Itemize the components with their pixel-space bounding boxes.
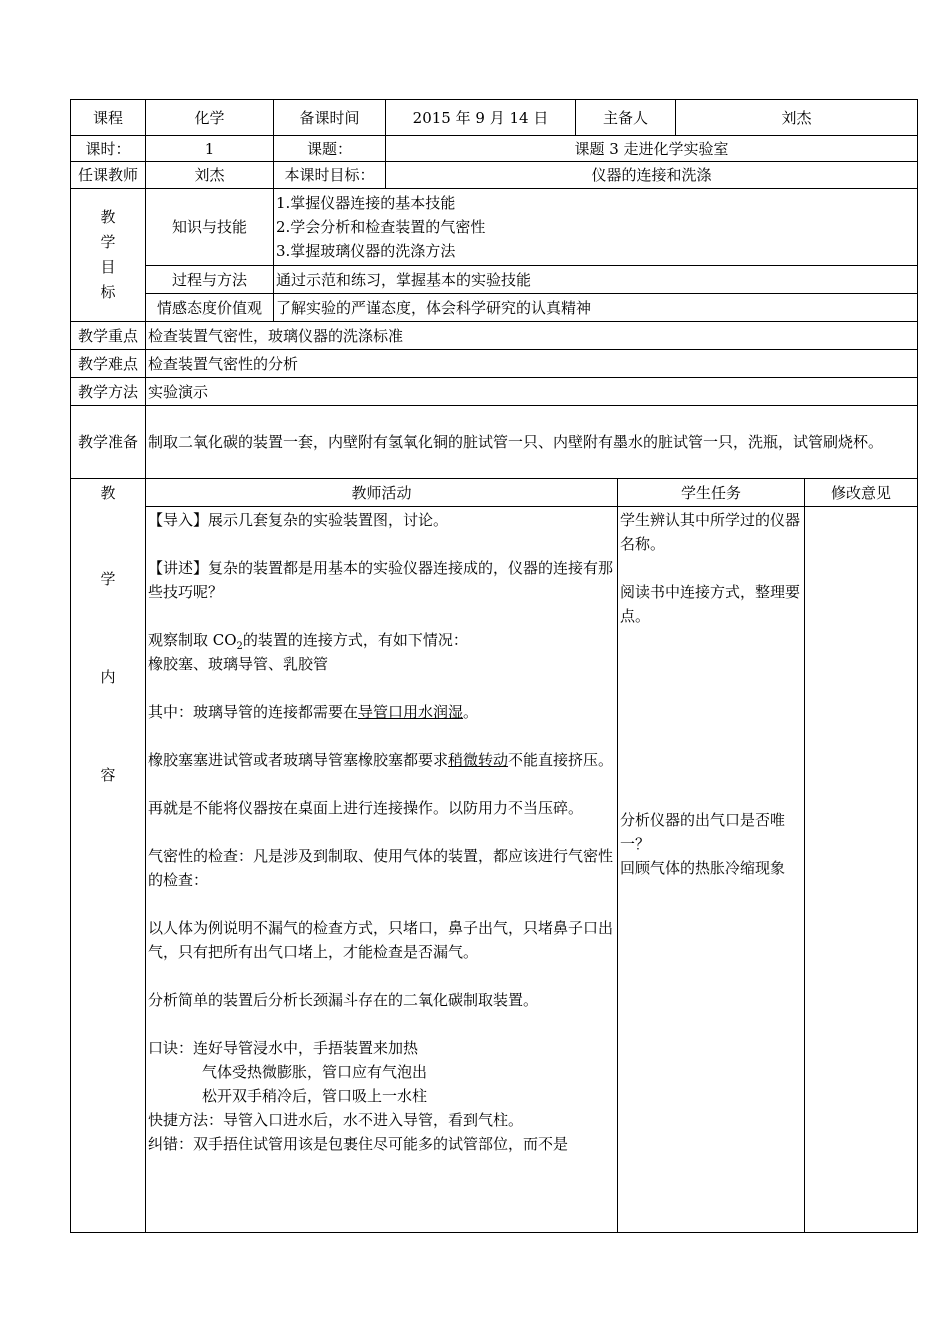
teacher-para: 观察制取 $CO_2$的装置的连接方式，有如下情况： (148, 631, 468, 652)
header-row-period (71, 136, 918, 162)
prep-time-label: 备课时间 (274, 100, 386, 136)
prep-time-value: 2015 年 9 月 14 日 (386, 100, 576, 136)
method-value: 实验演示 (146, 378, 918, 406)
teacher-activity (146, 507, 618, 1233)
preparation-row (71, 406, 918, 479)
difficulty-value: 检查装置气密性的分析 (146, 350, 918, 378)
content-side-char: 内 (100, 668, 116, 686)
teacher-para: 气体受热微膨胀，管口应有气泡出 (202, 1063, 428, 1081)
objectives-char: 标 (100, 283, 116, 301)
teacher-para: 快捷方法：导管入口进水后，水不进入导管，看到气柱。 (148, 1111, 524, 1129)
key-point-row (71, 322, 918, 350)
content-side-char: 学 (100, 570, 116, 588)
teacher-para: 纠错：双手捂住试管用该是包裹住尽可能多的试管部位，而不是 (148, 1135, 569, 1153)
knowledge-item: 3.掌握玻璃仪器的洗涤方法 (276, 242, 456, 260)
header-row-course (71, 100, 918, 136)
teacher-para: 松开双手稍冷后，管口吸上一水柱 (202, 1087, 428, 1105)
preparer-value: 刘杰 (676, 100, 918, 136)
col-student-header: 学生任务 (618, 479, 805, 507)
teacher-para: 气密性的检查：凡是涉及到制取、使用气体的装置，都应该进行气密性的检查： (148, 847, 614, 889)
content-side-label (71, 479, 146, 1233)
teacher-para: 分析简单的装置后分析长颈漏斗存在的二氧化碳制取装置。 (148, 991, 539, 1009)
process-value: 通过示范和练习，掌握基本的实验技能 (274, 266, 918, 294)
teacher-para: 橡胶塞塞进试管或者玻璃导管塞橡胶塞都要求稍微转动不能直接挤压。 (148, 751, 614, 769)
preparation-value: 制取二氧化碳的装置一套，内壁附有氢氧化铜的脏试管一只、内壁附有墨水的脏试管一只，洗瓶，试管刷烧杯。 (146, 406, 918, 479)
topic-label: 课题： (274, 136, 386, 162)
student-task: 分析仪器的出气口是否唯一？ (620, 811, 786, 853)
objectives-label (71, 189, 146, 322)
underlined-term: 导管口用水润湿 (358, 703, 464, 721)
teacher-para: 其中：玻璃导管的连接都需要在导管口用水润湿。 (148, 703, 479, 721)
method-label: 教学方法 (71, 378, 146, 406)
teacher-label: 任课教师 (71, 162, 146, 189)
col-teacher-header: 教师活动 (146, 479, 618, 507)
student-tasks (618, 507, 805, 1233)
period-label: 课时： (71, 136, 146, 162)
col-revise-header: 修改意见 (805, 479, 918, 507)
objectives-char: 目 (100, 258, 116, 276)
objectives-knowledge-row (71, 189, 918, 266)
teacher-para: 以人体为例说明不漏气的检查方式，只堵口，鼻子出气，只堵鼻子口出气，只有把所有出气口堵上，才能检查是否漏气。 (148, 919, 614, 961)
knowledge-label: 知识与技能 (146, 189, 274, 266)
teacher-para: 橡胶塞、玻璃导管、乳胶管 (148, 655, 329, 673)
content-side-char: 容 (100, 766, 116, 784)
course-label: 课程 (71, 100, 146, 136)
teacher-para: 再就是不能将仪器按在桌面上进行连接操作。以防用力不当压碎。 (148, 799, 584, 817)
student-task: 阅读书中连接方式，整理要点。 (620, 583, 801, 625)
period-value: 1 (146, 136, 274, 162)
objectives-char: 学 (100, 233, 116, 251)
revision-notes (805, 507, 918, 1233)
underlined-term: 稍微转动 (448, 751, 509, 769)
key-point-value: 检查装置气密性，玻璃仪器的洗涤标准 (146, 322, 918, 350)
teacher-para: 口诀：连好导管浸水中，手捂装置来加热 (148, 1039, 419, 1057)
attitude-label: 情感态度价值观 (146, 294, 274, 322)
preparer-label: 主备人 (576, 100, 676, 136)
teacher-value: 刘杰 (146, 162, 274, 189)
objectives-char: 教 (100, 208, 116, 226)
content-body-row (71, 507, 918, 1233)
student-task: 学生辨认其中所学过的仪器名称。 (620, 511, 801, 553)
objectives-process-row (71, 266, 918, 294)
knowledge-items (274, 189, 918, 266)
preparation-label: 教学准备 (71, 406, 146, 479)
difficulty-row (71, 350, 918, 378)
lesson-plan-table (70, 99, 918, 1233)
content-side-char: 教 (100, 484, 116, 502)
header-row-teacher (71, 162, 918, 189)
student-task: 回顾气体的热胀冷缩现象 (620, 859, 786, 877)
knowledge-item: 1.掌握仪器连接的基本技能 (276, 194, 456, 212)
knowledge-item: 2.学会分析和检查装置的气密性 (276, 218, 486, 236)
teacher-para: 【导入】展示几套复杂的实验装置图，讨论。 (148, 511, 449, 529)
topic-value: 课题 3 走进化学实验室 (386, 136, 918, 162)
difficulty-label: 教学难点 (71, 350, 146, 378)
key-point-label: 教学重点 (71, 322, 146, 350)
attitude-value: 了解实验的严谨态度，体会科学研究的认真精神 (274, 294, 918, 322)
teacher-para: 【讲述】复杂的装置都是用基本的实验仪器连接成的，仪器的连接有那些技巧呢？ (148, 559, 614, 601)
process-label: 过程与方法 (146, 266, 274, 294)
method-row (71, 378, 918, 406)
course-value: 化学 (146, 100, 274, 136)
objectives-attitude-row (71, 294, 918, 322)
goal-label: 本课时目标： (274, 162, 386, 189)
goal-value: 仪器的连接和洗涤 (386, 162, 918, 189)
content-header-row (71, 479, 918, 507)
